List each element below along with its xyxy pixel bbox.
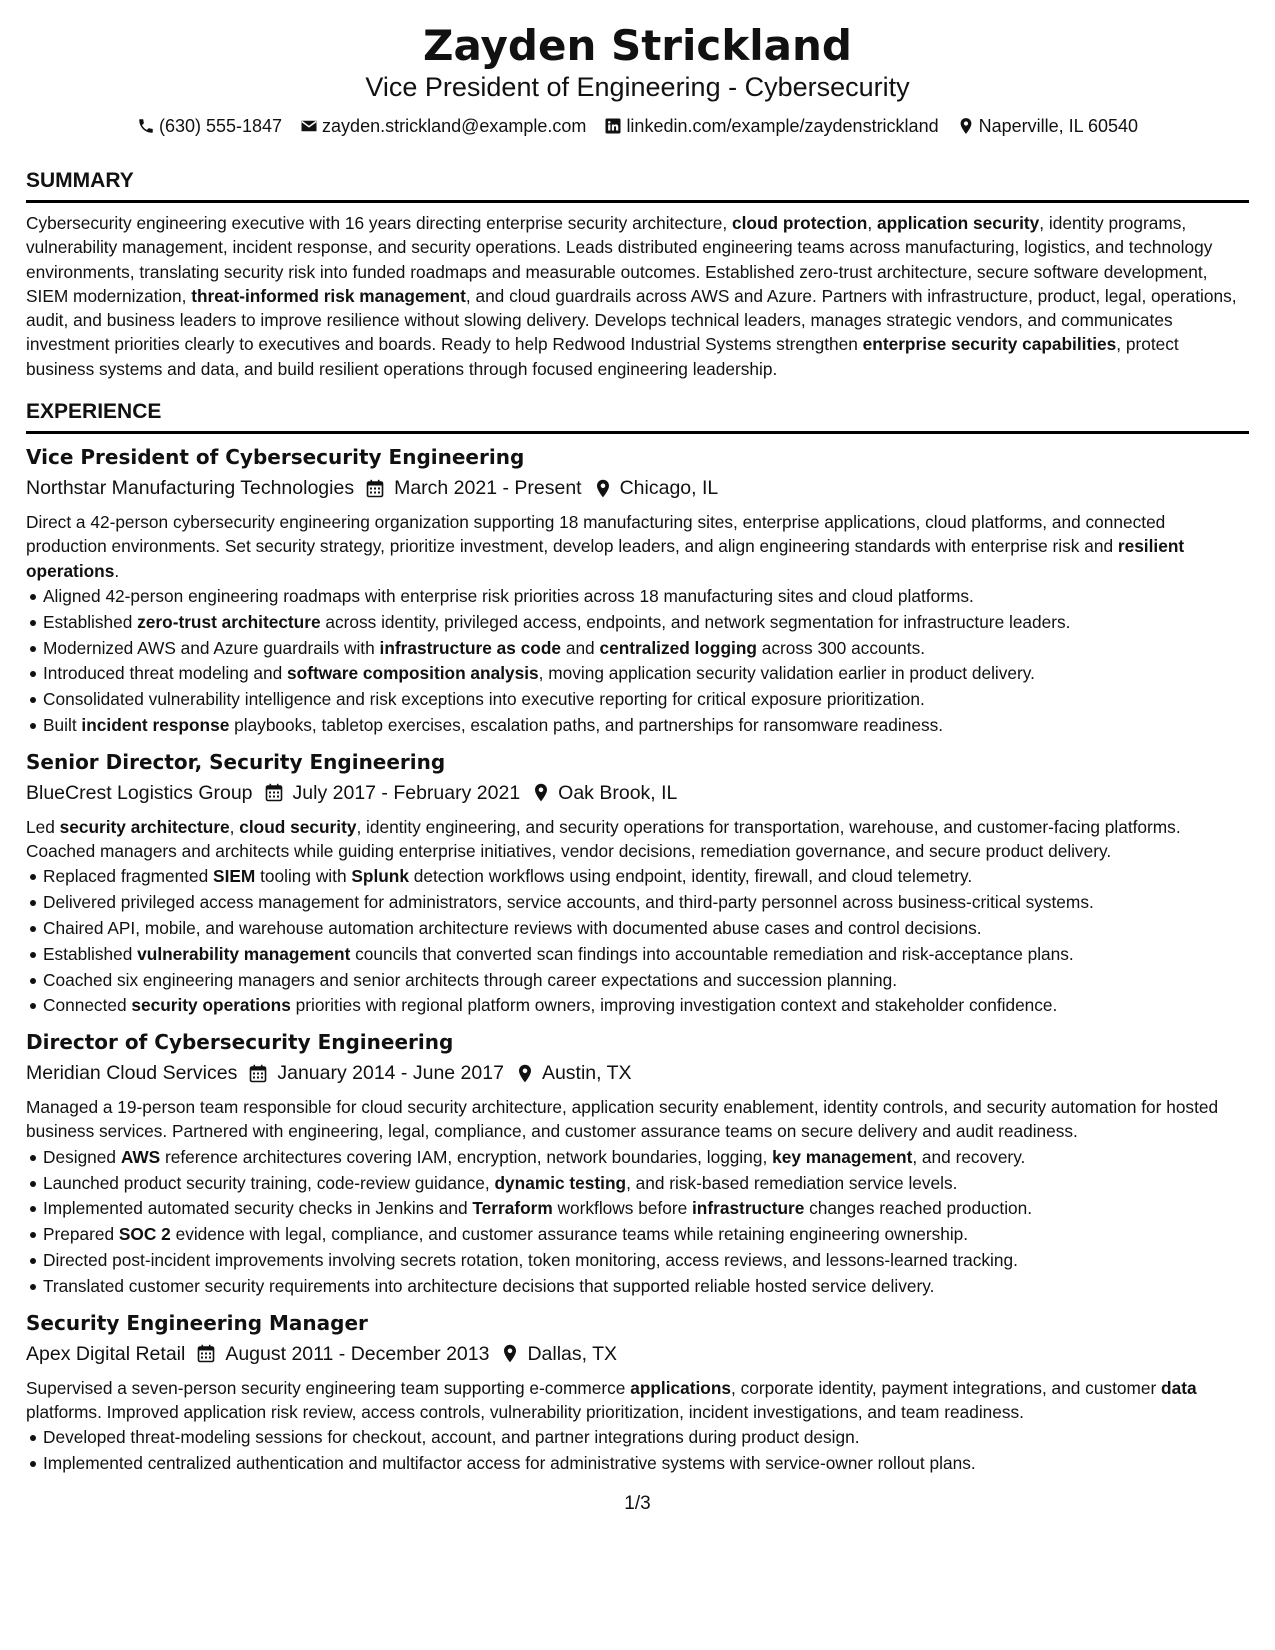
bold-keyword: vulnerability management bbox=[137, 943, 351, 964]
linkedin-icon bbox=[604, 117, 622, 135]
job-title: Senior Director, Security Engineering bbox=[26, 749, 446, 774]
list-item: Developed threat-modeling sessions for checkout, account, and partner integrations during product design. bbox=[26, 1425, 1249, 1451]
list-item: Built incident response playbooks, tabletop exercises, escalation paths, and partnerships for ransomware readiness. bbox=[26, 713, 1249, 739]
list-item: Prepared SOC 2 evidence with legal, compliance, and customer assurance teams while retaining engineering ownership. bbox=[26, 1222, 1249, 1248]
list-item: Directed post-incident improvements involving secrets rotation, token monitoring, access reviews, and lessons-learned tracking. bbox=[26, 1248, 1249, 1274]
job-company: Meridian Cloud Services bbox=[26, 1062, 238, 1085]
job-description: Supervised a seven-person security engineering team supporting e-commerce applications, corporate identity, payment integrations, and customer data platforms. Improved application risk review, access controls, vulnerability prioritization, incident investigations, and team readiness. bbox=[26, 1377, 1197, 1422]
list-item: Introduced threat modeling and software composition analysis, moving application security validation earlier in product delivery. bbox=[26, 661, 1249, 687]
bold-keyword: threat-informed risk management bbox=[191, 285, 466, 306]
job-company: Northstar Manufacturing Technologies bbox=[26, 477, 355, 500]
candidate-title: Vice President of Engineering - Cybersecurity bbox=[365, 72, 910, 102]
job-description: Led security architecture, cloud security, identity engineering, and security operations for transportation, warehouse, and customer-facing platforms. Coached managers and architects while guiding enterprise initiatives, vendor decisions, remediation governance, and secure product delivery. bbox=[26, 816, 1181, 862]
email-text: zayden.strickland@example.com bbox=[322, 116, 587, 136]
job-title: Vice President of Cybersecurity Engineering bbox=[26, 445, 525, 470]
job-entry bbox=[26, 1310, 1249, 1477]
contact-bar bbox=[26, 114, 1249, 138]
envelope-icon bbox=[300, 117, 318, 135]
job-description: Managed a 19-person team responsible for cloud security architecture, application security enablement, identity controls, and security automation for hosted business services. Partnered with engineering, legal, compliance, and customer assurance teams on secure delivery and audit readiness. bbox=[26, 1097, 1219, 1142]
job-bullets bbox=[26, 1145, 1249, 1300]
list-item: Implemented centralized authentication and multifactor access for administrative systems with service-owner rollout plans. bbox=[26, 1451, 1249, 1477]
bold-keyword: centralized logging bbox=[599, 637, 757, 658]
contact-location bbox=[957, 114, 1138, 138]
job-meta bbox=[26, 1340, 1249, 1368]
location-icon-wrap bbox=[516, 1064, 534, 1083]
bold-keyword: SIEM bbox=[213, 866, 256, 887]
location-icon-wrap bbox=[532, 783, 550, 802]
summary-heading: SUMMARY bbox=[26, 168, 1249, 203]
bold-keyword: infrastructure bbox=[692, 1198, 805, 1219]
job-dates: July 2017 - February 2021 bbox=[292, 781, 521, 804]
calendar-icon bbox=[265, 783, 283, 802]
list-item: Consolidated vulnerability intelligence and risk exceptions into executive reporting for critical exposure prioritization. bbox=[26, 687, 1249, 713]
contact-linkedin[interactable] bbox=[604, 114, 938, 138]
summary-text: Cybersecurity engineering executive with 16 years directing enterprise security architecture, cloud protection, application security, identity programs, vulnerability management, incident response, and security operations. Leads distributed engineering teams across manufacturing, logistics, and technology environments, translating security risk into funded roadmaps and measurable outcomes. Established zero-trust architecture, secure software development, SIEM modernization, threat-informed risk management, and cloud guardrails across AWS and Azure. Partners with infrastructure, product, legal, operations, audit, and business leaders to improve resilience without slowing delivery. Develops technical leaders, manages strategic vendors, and communicates investment priorities clearly to executives and boards. Ready to help Redwood Industrial Systems strengthen enterprise security capabilities, protect business systems and data, and build resilient operations through focused engineering leadership. bbox=[26, 213, 1237, 379]
job-entry bbox=[26, 444, 1249, 739]
job-title: Security Engineering Manager bbox=[26, 1310, 368, 1335]
phone-text: (630) 555-1847 bbox=[158, 116, 283, 136]
bold-keyword: security architecture bbox=[59, 816, 230, 837]
experience-list bbox=[26, 444, 1249, 1477]
list-item: Aligned 42-person engineering roadmaps with enterprise risk priorities across 18 manufacturing sites and cloud platforms. bbox=[26, 584, 1249, 610]
list-item: Launched product security training, code-review guidance, dynamic testing, and risk-based remediation service levels. bbox=[26, 1171, 1249, 1197]
location-text: Naperville, IL 60540 bbox=[978, 116, 1139, 136]
bold-keyword: infrastructure as code bbox=[379, 637, 562, 658]
job-dates: March 2021 - Present bbox=[394, 477, 582, 500]
job-entry bbox=[26, 749, 1249, 1019]
candidate-name: Zayden Strickland bbox=[423, 21, 852, 70]
list-item: Delivered privileged access management for administrators, service accounts, and third-party personnel across business-critical systems. bbox=[26, 890, 1249, 916]
job-meta bbox=[26, 1059, 1249, 1087]
bold-keyword: applications bbox=[630, 1377, 732, 1398]
list-item: Implemented automated security checks in Jenkins and Terraform workflows before infrastructure changes reached production. bbox=[26, 1196, 1249, 1222]
bold-keyword: SOC 2 bbox=[118, 1224, 171, 1245]
job-location: Dallas, TX bbox=[527, 1342, 618, 1365]
bold-keyword: Splunk bbox=[351, 866, 409, 887]
job-dates: January 2014 - June 2017 bbox=[277, 1062, 504, 1085]
bold-keyword: key management bbox=[772, 1146, 913, 1167]
bold-keyword: security operations bbox=[131, 995, 291, 1016]
bold-keyword: incident response bbox=[81, 714, 230, 735]
location-icon-wrap bbox=[594, 479, 612, 498]
bold-keyword: cloud security bbox=[239, 816, 357, 837]
map-pin-icon bbox=[594, 479, 612, 498]
bold-keyword: zero-trust architecture bbox=[137, 611, 321, 632]
job-dates: August 2011 - December 2013 bbox=[225, 1342, 490, 1365]
list-item: Chaired API, mobile, and warehouse automation architecture reviews with documented abuse cases and control decisions. bbox=[26, 916, 1249, 942]
experience-heading: EXPERIENCE bbox=[26, 399, 1249, 434]
contact-phone[interactable] bbox=[137, 114, 282, 138]
job-title: Director of Cybersecurity Engineering bbox=[26, 1030, 454, 1055]
list-item: Modernized AWS and Azure guardrails with infrastructure as code and centralized logging across 300 accounts. bbox=[26, 636, 1249, 662]
linkedin-text: linkedin.com/example/zaydenstrickland bbox=[626, 116, 939, 136]
list-item: Established zero-trust architecture across identity, privileged access, endpoints, and network segmentation for infrastructure leaders. bbox=[26, 610, 1249, 636]
phone-icon bbox=[137, 117, 155, 135]
map-pin-icon bbox=[501, 1344, 519, 1363]
bold-keyword: Terraform bbox=[472, 1198, 553, 1219]
job-meta bbox=[26, 474, 1249, 502]
list-item: Translated customer security requirements into architecture decisions that supported reliable hosted service delivery. bbox=[26, 1274, 1249, 1300]
map-pin-icon bbox=[532, 783, 550, 802]
bold-keyword: AWS bbox=[120, 1146, 161, 1167]
calendar-icon bbox=[249, 1064, 267, 1083]
job-company: BlueCrest Logistics Group bbox=[26, 781, 253, 804]
job-meta bbox=[26, 779, 1249, 807]
calendar-icon-wrap bbox=[249, 1064, 267, 1083]
calendar-icon-wrap bbox=[197, 1344, 215, 1363]
bold-keyword: data bbox=[1161, 1377, 1197, 1398]
contact-email[interactable] bbox=[300, 114, 586, 138]
calendar-icon-wrap bbox=[366, 479, 384, 498]
list-item: Connected security operations priorities with regional platform owners, improving investigation context and stakeholder confidence. bbox=[26, 993, 1249, 1019]
bold-keyword: dynamic testing bbox=[494, 1172, 627, 1193]
job-company: Apex Digital Retail bbox=[26, 1342, 186, 1365]
page-number: 1/3 bbox=[624, 1493, 651, 1514]
calendar-icon bbox=[197, 1344, 215, 1363]
job-location: Chicago, IL bbox=[619, 477, 719, 500]
list-item: Designed AWS reference architectures covering IAM, encryption, network boundaries, logging, key management, and recovery. bbox=[26, 1145, 1249, 1171]
map-pin-icon bbox=[957, 117, 975, 135]
job-entry bbox=[26, 1029, 1249, 1299]
bold-keyword: software composition analysis bbox=[287, 663, 539, 684]
job-location: Austin, TX bbox=[541, 1062, 632, 1085]
map-pin-icon bbox=[516, 1064, 534, 1083]
job-description: Direct a 42-person cybersecurity engineering organization supporting 18 manufacturing sites, enterprise applications, cloud platforms, and connected production environments. Set security strategy, prioritize investment, develop leaders, and align engineering standards with enterprise risk and resilient operations. bbox=[26, 512, 1185, 581]
calendar-icon-wrap bbox=[265, 783, 283, 802]
job-bullets bbox=[26, 1425, 1249, 1477]
list-item: Replaced fragmented SIEM tooling with Splunk detection workflows using endpoint, identity, firewall, and cloud telemetry. bbox=[26, 864, 1249, 890]
job-bullets bbox=[26, 864, 1249, 1019]
resume-page bbox=[26, 0, 1249, 1477]
list-item: Coached six engineering managers and senior architects through career expectations and succession planning. bbox=[26, 968, 1249, 994]
location-icon-wrap bbox=[501, 1344, 519, 1363]
list-item: Established vulnerability management councils that converted scan findings into accountable remediation and risk-acceptance plans. bbox=[26, 942, 1249, 968]
bold-keyword: resilient operations bbox=[26, 536, 1185, 581]
bold-keyword: cloud protection bbox=[731, 213, 868, 233]
job-location: Oak Brook, IL bbox=[558, 781, 678, 804]
job-bullets bbox=[26, 584, 1249, 739]
bold-keyword: enterprise security capabilities bbox=[862, 334, 1117, 355]
bold-keyword: application security bbox=[876, 213, 1040, 233]
calendar-icon bbox=[366, 479, 384, 498]
